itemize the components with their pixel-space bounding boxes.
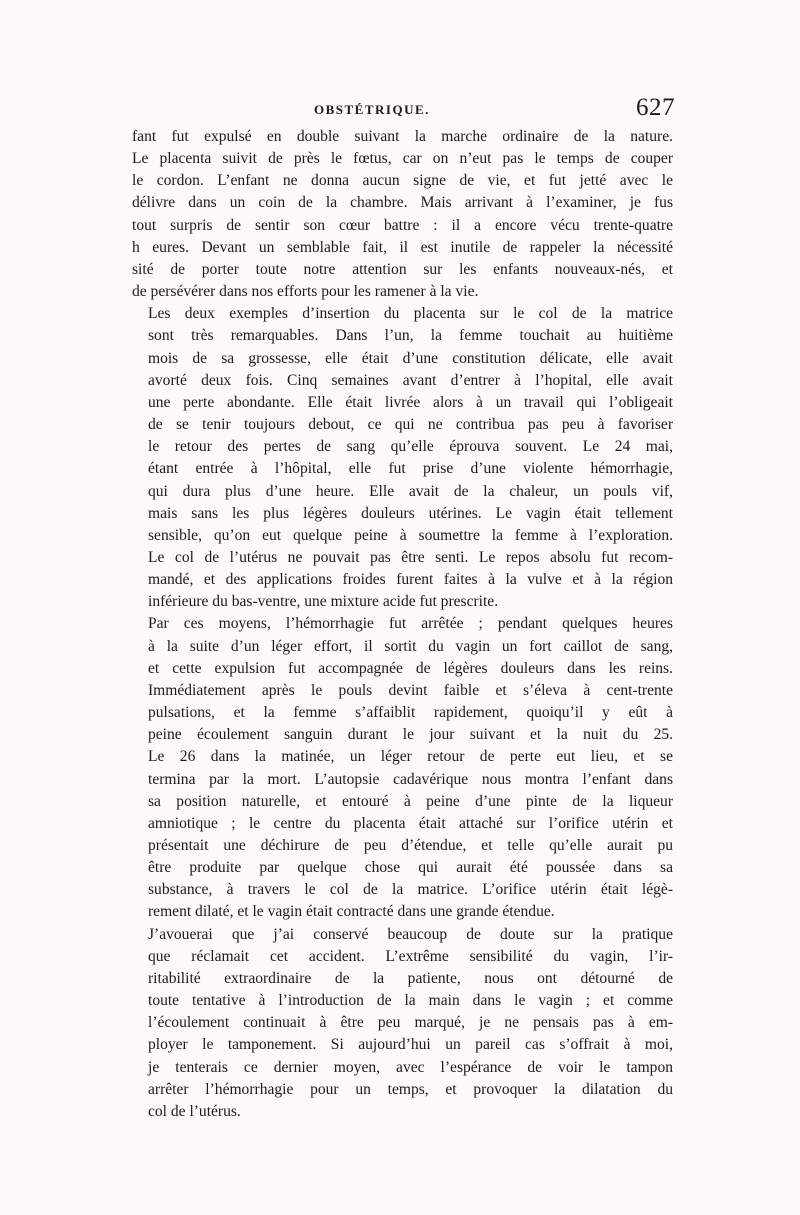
- text-line: toute tentative à l’introduction de la main dans le vagin ; et comme: [148, 992, 673, 1010]
- text-line: termina par la mort. L’autopsie cadavérique nous montra l’enfant dans: [148, 770, 673, 788]
- text-line: ritabilité extraordinaire de la patiente, nous ont détourné de: [148, 969, 673, 987]
- text-line: et cette expulsion fut accompagnée de légères douleurs dans les reins.: [148, 659, 673, 677]
- running-title: OBSTÉTRIQUE.: [314, 102, 430, 117]
- text-line: sa position naturelle, et entouré à peine d’une pinte de la liqueur: [148, 792, 673, 810]
- text-line: l’écoulement continuait à être peu marqué, je ne pensais pas à em-: [148, 1014, 673, 1032]
- text-line: je tenterais ce dernier moyen, avec l’espérance de voir le tampon: [148, 1058, 673, 1076]
- text-line: Le col de l’utérus ne pouvait pas être senti. Le repos absolu fut recom-: [148, 548, 673, 566]
- text-line: amniotique ; le centre du placenta était attaché sur l’orifice utérin et: [148, 814, 673, 832]
- text-line: fant fut expulsé en double suivant la marche ordinaire de la nature.: [132, 128, 673, 145]
- text-line: mandé, et des applications froides furent faites à la vulve et à la région: [148, 571, 673, 589]
- text-line: tout surpris de sentir son cœur battre : il a encore vécu trente-quatre: [132, 216, 673, 234]
- text-line: Immédiatement après le pouls devint faible et s’éleva à cent-trente: [148, 681, 673, 699]
- text-line: h eures. Devant un semblable fait, il est inutile de rappeler la nécessité: [132, 238, 673, 256]
- text-line: mois de sa grossesse, elle était d’une constitution délicate, elle avait: [148, 349, 673, 367]
- text-line: Le 26 dans la matinée, un léger retour de perte eut lieu, et se: [148, 748, 673, 766]
- text-line: le retour des pertes de sang qu’elle éprouva souvent. Le 24 mai,: [148, 438, 673, 456]
- text-line: substance, à travers le col de la matrice. L’orifice utérin était légè-: [148, 881, 673, 899]
- text-line: ployer le tamponement. Si aujourd’hui un pareil cas s’offrait à moi,: [148, 1036, 673, 1054]
- text-line: inférieure du bas-ventre, une mixture acide fut prescrite.: [148, 593, 499, 611]
- text-line: qui dura plus d’une heure. Elle avait de la chaleur, un pouls vif,: [148, 482, 673, 500]
- text-line: sont très remarquables. Dans l’un, la femme touchait au huitième: [148, 327, 673, 345]
- paragraph: [132, 126, 673, 303]
- text-line: Les deux exemples d’insertion du placenta sur le col de la matrice: [148, 305, 673, 323]
- text-line: arrêter l’hémorrhagie pour un temps, et provoquer la dilatation du: [148, 1080, 673, 1098]
- paragraph: [132, 924, 673, 1123]
- text-line: peine écoulement sanguin durant le jour suivant et la nuit du 25.: [148, 726, 673, 744]
- text-line: de se tenir toujours debout, ce qui ne contribua pas peu à favoriser: [148, 416, 673, 434]
- text-line: avorté deux fois. Cinq semaines avant d’entrer à l’hopital, elle avait: [148, 371, 673, 389]
- text-line: le cordon. L’enfant ne donna aucun signe de vie, et fut jetté avec le: [132, 172, 673, 190]
- text-line: présentait une déchirure de peu d’étendue, et telle qu’elle aurait pu: [148, 837, 673, 854]
- text-line: délivre dans un coin de la chambre. Mais arrivant à l’examiner, je fus: [132, 194, 673, 212]
- text-line: Par ces moyens, l’hémorrhagie fut arrêtée ; pendant quelques heures: [148, 615, 673, 633]
- paragraph: [132, 613, 673, 923]
- text-line: col de l’utérus.: [148, 1102, 241, 1120]
- page-number: 627: [636, 94, 675, 121]
- text-line: à la suite d’un léger effort, il sortit du vagin un fort caillot de sang,: [148, 637, 673, 655]
- text-line: J’avouerai que j’ai conservé beaucoup de doute sur la pratique: [148, 925, 673, 943]
- text-line: de persévérer dans nos efforts pour les ramener à la vie.: [132, 283, 479, 301]
- text-line: être produite par quelque chose qui aurait été poussée dans sa: [148, 859, 673, 877]
- text-line: pulsations, et la femme s’affaiblit rapidement, quoiqu’il y eût à: [148, 704, 673, 722]
- body-text: [132, 126, 673, 1123]
- text-line: étant entrée à l’hôpital, elle fut prise d’une violente hémorrhagie,: [148, 460, 673, 478]
- text-line: que réclamait cet accident. L’extrême sensibilité du vagin, l’ir-: [148, 947, 673, 965]
- text-line: rement dilaté, et le vagin était contracté dans une grande étendue.: [148, 903, 555, 921]
- running-head: [130, 96, 675, 126]
- text-line: une perte abondante. Elle était livrée alors à un travail qui l’obligeait: [148, 393, 673, 411]
- paragraph: [132, 303, 673, 613]
- text-line: Le placenta suivit de près le fœtus, car on n’eut pas le temps de couper: [132, 150, 673, 168]
- text-line: sensible, qu’on eut quelque peine à soumettre la femme à l’exploration.: [148, 526, 673, 544]
- text-line: sité de porter toute notre attention sur les enfants nouveaux-nés, et: [132, 260, 673, 278]
- text-line: mais sans les plus légères douleurs utérines. Le vagin était tellement: [148, 504, 673, 522]
